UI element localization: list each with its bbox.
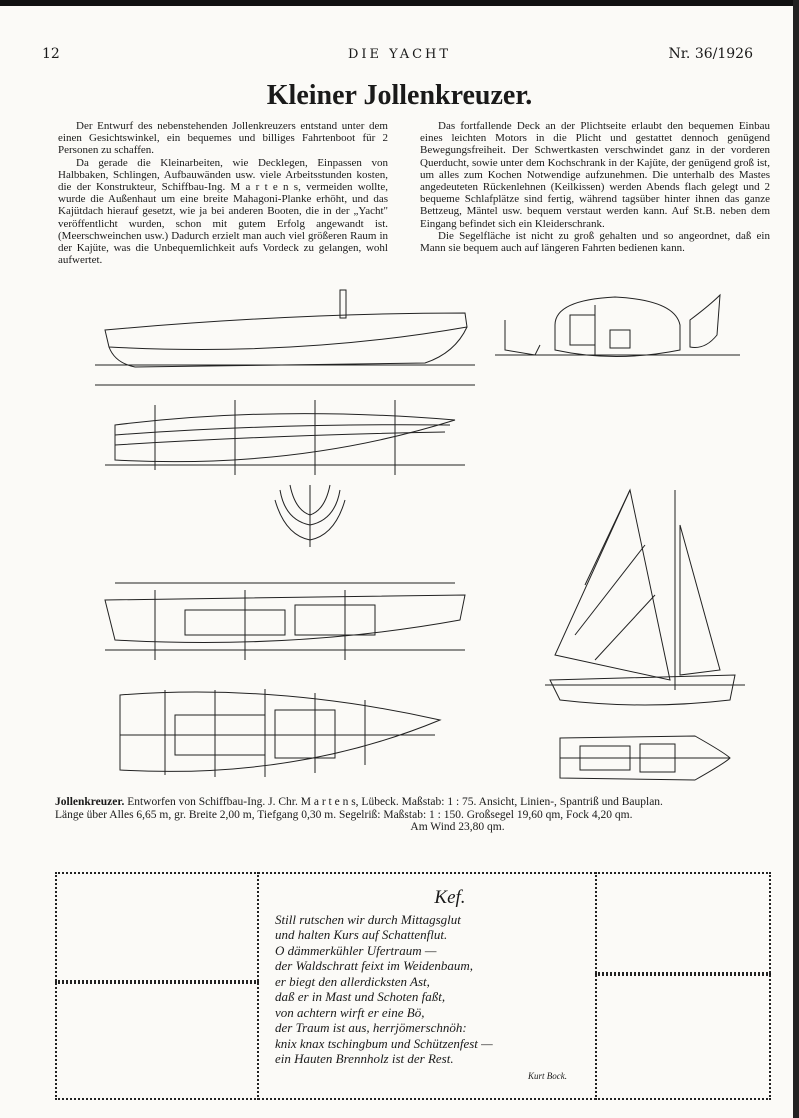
caption-line-2: Länge über Alles 6,65 m, gr. Breite 2,00 m, Tiefgang 0,30 m. Segelriß: Maßstab: 1 : 150. Großsegel 19,60 qm, Fock 4,20 qm. (55, 808, 633, 821)
caption-line-3: Am Wind 23,80 qm. (410, 821, 505, 833)
ad-box-bottom-left (55, 980, 259, 1100)
article-right-column (420, 120, 770, 254)
article-left-column (58, 120, 388, 266)
poem-line: ein Hauten Brennholz ist der Rest. (275, 1051, 454, 1066)
scan-right-edge (793, 0, 799, 1118)
poem-line: O dämmerkühler Ufertraum — (275, 942, 437, 958)
figure-caption (55, 796, 780, 834)
deck-plan-drawing (555, 728, 735, 788)
paragraph: Der Entwurf des nebenstehenden Jollenkreuzers entstand unter dem einen Gesichtswinkel, ein bequemes und billiges Fahrtenboot für 2 Personen zu schaffen. (58, 120, 388, 157)
magazine-title: DIE YACHT (347, 47, 452, 62)
caption-line-1: Entworfen von Schiffbau-Ing. J. Chr. M a r t e n s, Lübeck. Maßstab: 1 : 75. Ansicht, Linien-, Spantriß und Bauplan. (127, 796, 663, 808)
poem-line: Still rutschen wir durch Mittagsglut (275, 911, 461, 927)
hull-profile-drawing (95, 285, 475, 555)
ad-box-bottom-right (595, 972, 771, 1100)
sail-plan-drawing (545, 485, 745, 720)
paragraph: Da gerade die Kleinarbeiten, wie Decklegen, Einpassen von Halbbaken, Schlingen, Aufbauwänden usw. viele Arbeitsstunden kosten, die der Konstrukteur, Schiffbau-Ing. M a r t e n s, vermeiden wollte, wurde die Außenhaut um eine breite Mahagoni-Planke erhöht, und das Kajütdach hierauf gesetzt, wie ja bei anderen Booten, die in der „Yacht" veröffentlicht wurden, schon mit gutem Erfolg angewandt ist. (Meerschweinchen usw.) Dadurch erzielt man auch viel größeren Raum in der Kajüte, was die Unbequemlichkeit aufs Vordeck zu gelangen, wohl aufwertet. (58, 156, 388, 267)
construction-plan-drawing (95, 565, 475, 790)
ad-box-top-left (55, 872, 259, 984)
poem-line: von achtern wirft er eine Bö, (275, 1004, 425, 1020)
poem-line: und halten Kurs auf Schattenflut. (275, 927, 448, 942)
scan-top-edge (0, 0, 799, 6)
poem-author: Kurt Bock. (528, 1070, 567, 1081)
poem-line: daß er in Mast und Schoten faßt, (275, 989, 446, 1004)
paragraph: Das fortfallende Deck an der Plichtseite erlaubt den bequemen Einbau eines leichten Motors in die Plicht und gestattet dennoch genügend Bewegungsfreiheit. Der Schwertkasten verschwindet ganz in der vorderen Querducht, sowie unter dem Kochschrank in der Kajüte, der genügend groß ist, um alles zum Kochen Notwendige aufzunehmen. Die unterhalb des Mastes angedeuteten Rückenlehnen (Keilkissen) werden Abends flach gelegt und 2 bequeme Schlafplätze sind fertig, während tagsüber hinter ihnen das ganze Bettzeug, Mäntel usw. bequem verstaut werden kann. Auf St.B. neben dem Eingang befindet sich ein Kleiderschrank. (420, 120, 770, 230)
poem-line: er biegt den allerdicksten Ast, (275, 973, 430, 989)
issue-number: Nr. 36/1926 (668, 46, 753, 62)
poem-title: Kef. (434, 887, 466, 908)
paragraph: Die Segelfläche ist nicht zu groß gehalten und so angeordnet, daß ein Mann sie bequem auch auf längeren Fahrten bedienen kann. (420, 229, 770, 255)
poem (275, 887, 595, 1084)
ad-box-top-right (595, 872, 771, 976)
page-number: 12 (42, 46, 60, 62)
caption-bold: Jollenkreuzer. (55, 796, 125, 808)
poem-line: knix knax tschingbum und Schützenfest — (275, 1035, 493, 1051)
poem-line: der Traum ist aus, herrjömerschnöh: (275, 1020, 467, 1035)
poem-line: der Waldschratt feixt im Weidenbaum, (275, 958, 473, 973)
article-title: Kleiner Jollenkreuzer. (266, 80, 533, 111)
cabin-section-drawing (495, 285, 740, 365)
